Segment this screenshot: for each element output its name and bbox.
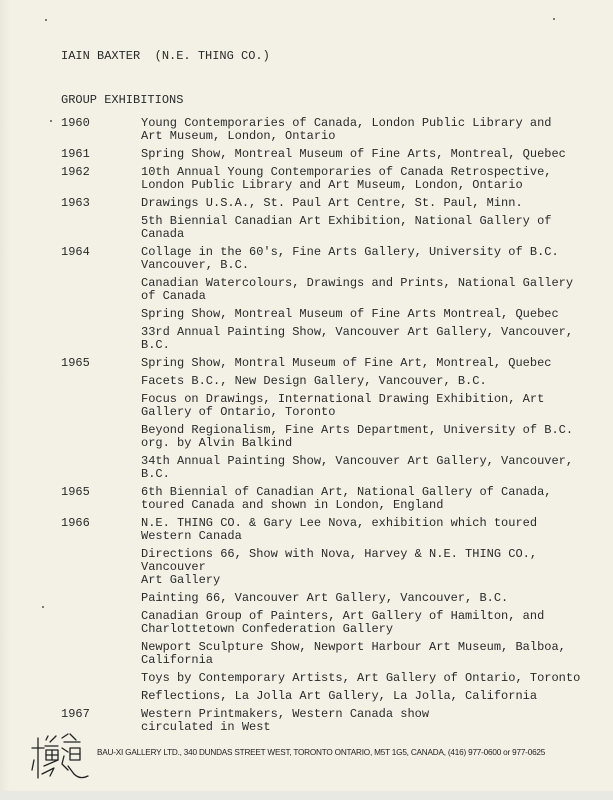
paper-speck (50, 120, 52, 122)
exhibition-year (61, 393, 141, 419)
exhibition-year: 1962 (61, 165, 90, 179)
exhibition-description: Canadian Group of Painters, Art Gallery of Hamilton, and Charlottetown Confederation Gallery (141, 609, 545, 636)
exhibition-entry (61, 393, 607, 419)
exhibition-description: 10th Annual Young Contemporaries of Canada Retrospective, London Public Library and Art Museum, London, Ontario (141, 165, 552, 192)
exhibition-entry (61, 357, 607, 370)
exhibition-year (61, 610, 141, 636)
gallery-address: BAU-XI GALLERY LTD., 340 DUNDAS STREET WEST, TORONTO ONTARIO, M5T 1G5, CANADA, (416) 977-0600 or 977-0625 (97, 748, 546, 757)
exhibition-description: Reflections, La Jolla Art Gallery, La Jolla, California (141, 689, 538, 703)
exhibition-year (61, 592, 141, 605)
exhibition-description: Spring Show, Montreal Museum of Fine Arts, Montreal, Quebec (141, 147, 566, 161)
paper-speck (45, 19, 47, 21)
paper-speck (553, 18, 555, 20)
exhibition-entry (61, 517, 607, 543)
exhibition-entry (61, 308, 607, 321)
exhibition-entry (61, 548, 607, 587)
exhibition-description: Drawings U.S.A., St. Paul Art Centre, St. Paul, Minn. (141, 196, 523, 210)
exhibition-entry (61, 455, 607, 481)
exhibition-year: 1960 (61, 116, 90, 130)
exhibition-entry (61, 424, 607, 450)
exhibition-entry (61, 246, 607, 272)
exhibition-entry (61, 592, 607, 605)
exhibition-year (61, 641, 141, 667)
exhibition-entry (61, 277, 607, 303)
exhibition-year (61, 277, 141, 303)
section-heading: GROUP EXHIBITIONS (61, 93, 184, 107)
exhibition-entry (61, 166, 607, 192)
exhibition-description: Spring Show, Montreal Museum of Fine Arts Montreal, Quebec (141, 307, 559, 321)
exhibition-year: 1966 (61, 516, 90, 530)
exhibition-year (61, 215, 141, 241)
exhibition-entry (61, 610, 607, 636)
exhibition-year (61, 690, 141, 703)
exhibition-description: 6th Biennial of Canadian Art, National Gallery of Canada, toured Canada and shown in London, England (141, 485, 552, 512)
exhibition-year: 1965 (61, 485, 90, 499)
exhibition-year: 1961 (61, 147, 90, 161)
exhibition-description: 34th Annual Painting Show, Vancouver Art Gallery, Vancouver, B.C. (141, 454, 574, 481)
exhibition-year: 1967 (61, 707, 90, 721)
exhibition-description: Toys by Contemporary Artists, Art Gallery of Ontario, Toronto (141, 671, 581, 685)
exhibition-description: Beyond Regionalism, Fine Arts Department, University of B.C. org. by Alvin Balkind (141, 423, 574, 450)
exhibition-description: 33rd Annual Painting Show, Vancouver Art Gallery, Vancouver, B.C. (141, 325, 574, 352)
exhibition-year (61, 548, 141, 587)
exhibition-description: Painting 66, Vancouver Art Gallery, Vancouver, B.C. (141, 591, 509, 605)
exhibition-description: Spring Show, Montral Museum of Fine Art, Montreal, Quebec (141, 356, 552, 370)
exhibition-year: 1963 (61, 196, 90, 210)
exhibition-entry (61, 486, 607, 512)
exhibition-entry (61, 197, 607, 210)
paper-speck (42, 606, 44, 608)
exhibition-year (61, 424, 141, 450)
exhibition-entry (61, 326, 607, 352)
exhibition-year (61, 326, 141, 352)
exhibition-entry (61, 690, 607, 703)
exhibition-description: 5th Biennial Canadian Art Exhibition, National Gallery of Canada (141, 214, 552, 241)
exhibition-description: Newport Sculpture Show, Newport Harbour Art Museum, Balboa, California (141, 640, 566, 667)
exhibition-entry (61, 117, 607, 143)
exhibition-description: Focus on Drawings, International Drawing Exhibition, Art Gallery of Ontario, Toronto (141, 392, 545, 419)
exhibition-year (61, 672, 141, 685)
exhibition-list (61, 116, 607, 734)
exhibition-entry (61, 215, 607, 241)
exhibition-year (61, 455, 141, 481)
exhibition-description: Facets B.C., New Design Gallery, Vancouver, B.C. (141, 374, 487, 388)
exhibition-description: Canadian Watercolours, Drawings and Prints, National Gallery of Canada (141, 276, 574, 303)
letterhead-footer (28, 730, 613, 786)
exhibition-entry (61, 641, 607, 667)
exhibition-entry (61, 375, 607, 388)
exhibition-description: Collage in the 60's, Fine Arts Gallery, University of B.C. Vancouver, B.C. (141, 245, 559, 272)
exhibition-entry (61, 148, 607, 161)
exhibition-entry (61, 672, 607, 685)
exhibition-description: Western Printmakers, Western Canada show circulated in West (141, 707, 430, 734)
exhibition-year: 1965 (61, 356, 90, 370)
exhibition-year: 1964 (61, 245, 90, 259)
exhibition-description: Young Contemporaries of Canada, London Public Library and Art Museum, London, Ontario (141, 116, 552, 143)
exhibition-description: Directions 66, Show with Nova, Harvey & N.E. THING CO., Vancouver Art Gallery (141, 547, 538, 587)
bau-xi-logo-icon (28, 730, 90, 784)
exhibition-year (61, 308, 141, 321)
artist-heading: IAIN BAXTER (N.E. THING CO.) (61, 49, 270, 63)
exhibition-description: N.E. THING CO. & Gary Lee Nova, exhibition which toured Western Canada (141, 516, 538, 543)
exhibition-year (61, 375, 141, 388)
